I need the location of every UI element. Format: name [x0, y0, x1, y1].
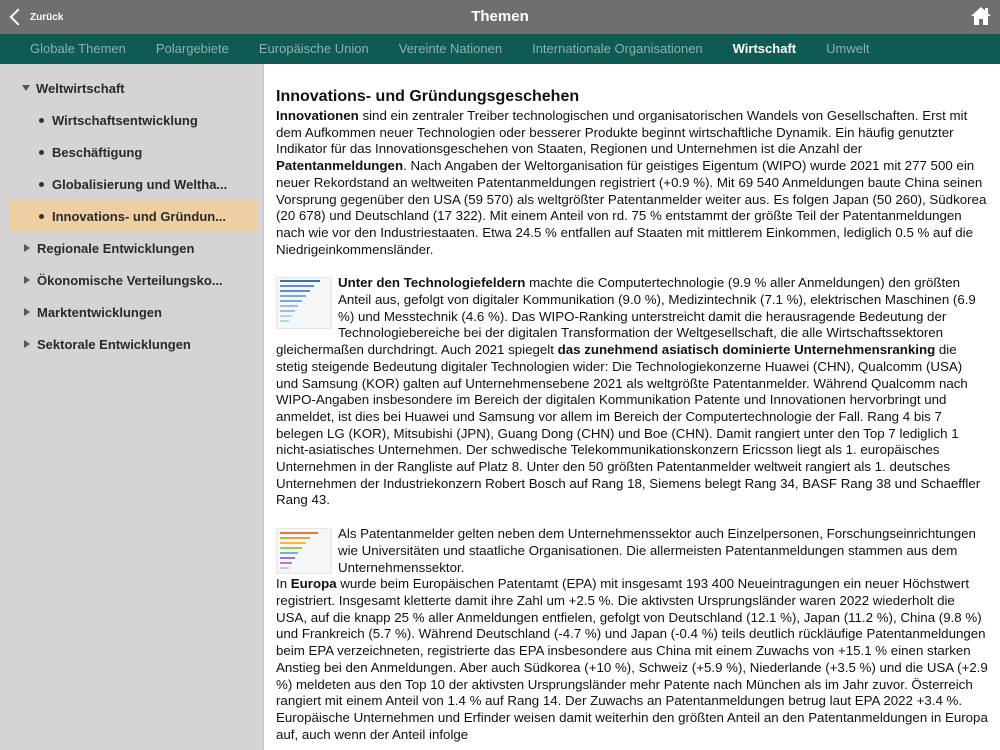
text: Als Patentanmelder gelten neben dem Unternehmenssektor auch Einzelpersonen, Forschungseinrichtungen wie Universitäten und staatliche Organisationen. Die allermeisten Patentanmeldungen stammen aus dem Unternehmenssektor.	[338, 526, 976, 575]
sidebar-item-label: Globalisierung und Weltha...	[52, 176, 228, 192]
chart-thumbnail[interactable]	[276, 277, 332, 329]
bullet-icon	[39, 182, 44, 187]
triangle-right-icon	[24, 244, 30, 252]
tab-polargebiete[interactable]: Polargebiete	[155, 41, 229, 56]
home-button[interactable]	[970, 6, 992, 26]
sidebar-item-regionale-entwicklungen[interactable]	[0, 232, 263, 264]
tab-wirtschaft[interactable]: Wirtschaft	[732, 41, 797, 56]
sidebar-item-label: Marktentwicklungen	[37, 304, 162, 320]
article-paragraph-2	[276, 275, 988, 509]
triangle-right-icon	[24, 340, 30, 348]
bold-text: Innovationen	[276, 108, 359, 123]
page-title: Themen	[471, 8, 529, 25]
text: In	[276, 576, 291, 592]
sidebar-item-innovations-gruendungen[interactable]	[9, 200, 257, 232]
tab-europaeische-union[interactable]: Europäische Union	[258, 41, 369, 56]
article-content	[264, 64, 1000, 750]
bold-text: Patentanmeldungen	[276, 158, 404, 174]
tab-umwelt[interactable]: Umwelt	[826, 41, 870, 56]
sidebar-item-label: Innovations- und Gründun...	[52, 208, 227, 224]
text: machte die Computertechnologie (9.9 % aller Anmeldungen) den größten Anteil aus, gefolgt von digitaler Kommunikation (9.0 %), Medizintechnik (7.1 %), elektrischen Maschinen (6.9 %) und Messtechnik (4.6 %). Das WIPO-Ranking unterstreicht damit die herausragende Bedeutung der Technologiebereiche bei der digitalen Transformation der Weltgesellschaft, die alle Wirtschaftssektoren gleichermaßen durchdringt. Auch 2021 spiegelt	[276, 275, 976, 358]
triangle-right-icon	[24, 276, 30, 284]
bar-chart-icon	[277, 529, 331, 573]
tab-internationale-organisationen[interactable]: Internationale Organisationen	[532, 41, 703, 56]
sidebar-item-label: Regionale Entwicklungen	[37, 240, 195, 256]
category-tab-bar	[0, 34, 1000, 64]
back-label: Zurück	[30, 11, 64, 23]
triangle-right-icon	[24, 308, 30, 316]
bullet-icon	[39, 214, 44, 219]
sidebar-item-label: Weltwirtschaft	[36, 80, 125, 96]
sidebar-item-sektorale-entwicklungen[interactable]	[0, 328, 263, 360]
triangle-down-icon	[22, 85, 30, 91]
article-title: Innovations- und Gründungsgeschehen	[276, 88, 580, 105]
sidebar-item-marktentwicklungen[interactable]	[0, 296, 263, 328]
text: wurde beim Europäischen Patentamt (EPA) mit insgesamt 193 400 Neueintragungen ein neuer Höchstwert registriert. Insgesamt kletterte damit ihre Zahl um +2.5 %. Die aktivsten Ursprungsländer waren 2022 wiederholt die USA, auf die knapp 25 % aller Anmeldungen entfielen, gefolgt von Deutschland (12.1 %), Japan (11.2 %), China (9.8 %) und Frankreich (5.7 %). Während Deutschland (-4.7 %) und Japan (-0.4 %) teils deutlich rückläufige Patentanmeldungen beim EPA verzeichneten, registrierte das EPA insbesondere aus China mit einem Zuwachs von +15.1 % einen starken Anstieg bei den Anmeldungen. Aber auch Südkorea (+10 %), Schweiz (+5.9 %), Niederlande (+3.5 %) und die USA (+2.9 %) meldeten aus den Top 10 der aktivsten Ursprungsländer mehr Patente nach München als im Jahr zuvor. Österreich rangiert mit einem Anteil von 1.4 % auf Rang 14. Der Zuwachs an Patentanmeldungen betrug laut EPA 2022 +3.4 %. Europäische Unternehmen und Erfinder weisen damit weiterhin den größten Anteil an den Patentanmeldungen in Europa auf, auch wenn der Anteil infolge	[276, 576, 988, 742]
tab-vereinte-nationen[interactable]: Vereinte Nationen	[398, 41, 503, 56]
chart-thumbnail[interactable]	[276, 528, 332, 574]
article-paragraph-3	[276, 526, 988, 576]
home-icon	[970, 6, 992, 26]
sidebar-item-oekonomische-verteilung[interactable]	[0, 264, 263, 296]
sidebar-item-label: Wirtschaftsentwicklung	[52, 112, 198, 128]
sidebar-item-beschaeftigung[interactable]	[9, 136, 257, 168]
sidebar-item-globalisierung[interactable]	[9, 168, 257, 200]
sidebar-item-label: Ökonomische Verteilungsko...	[37, 272, 223, 288]
bold-text: Unter den Technologiefeldern	[338, 275, 526, 291]
top-bar	[0, 0, 1000, 34]
text: die stetig steigende Bedeutung digitaler Technologien wider: Die Technologiekonzerne Huawei (CHN), Qualcomm (USA) und Samsung (KOR) galten auf Unternehmensebene 2021 als weltgrößte Patentanmelder. Während Qualcomm nach WIPO-Angaben insbesondere im Bereich der digitalen Kommunikation Patente und Innovationen hervorbringt und anmeldet, ist dies bei Huawei und Samsung vor allem im Bereich der Computertechnologie der Fall. Rang 4 bis 7 belegen LG (KOR), Mitsubishi (JPN), Guang Dong (CHN) und Boe (CHN). Damit rangiert unter den Top 7 lediglich 1 nicht-asiatisches Unternehmen. Der schwedische Telekommunikationskonzern Ericsson liegt als 1. europäisches Unternehmen in der Rangliste auf Platz 8. Unter den 50 größten Patentanmelder weltweit rangiert als 1. deutsches Unternehmen der Industriekonzern Robert Bosch auf Rang 18, Siemens belegt Rang 34, BASF Rang 38 und Schaeffler Rang 43.	[276, 342, 981, 508]
tab-globale-themen[interactable]: Globale Themen	[30, 41, 126, 56]
sidebar-item-weltwirtschaft[interactable]	[0, 72, 263, 104]
topic-sidebar	[0, 64, 264, 750]
article-paragraph-4	[276, 576, 988, 743]
text: . Nach Angaben der Weltorganisation für geistiges Eigentum (WIPO) wurde 2021 mit 277 500 ein neuer Rekordstand an weltweiten Patentanmeldungen registriert (+0.9 %). Mit 69 540 Anmeldungen baute China seinen Vorsprung gegenüber den USA (59 570) als weltgrößter Patentanmelder weiter aus. Es folgen Japan (50 260), Südkorea (20 678) und Deutschland (17 322). Mit einem Anteil von rd. 75 % entstammt der größte Teil der Patentanmeldungen nach wie vor den Industriestaaten. Etwa 24.5 % entfallen auf Staaten mit mittlerem Einkommen, lediglich 0.5 % auf die Niedrigeinkommensländer.	[276, 158, 987, 257]
sidebar-item-label: Beschäftigung	[52, 144, 143, 160]
bar-chart-icon	[277, 278, 331, 328]
sidebar-item-wirtschaftsentwicklung[interactable]	[9, 104, 257, 136]
bullet-icon	[39, 150, 44, 155]
bold-text: das zunehmend asiatisch dominierte Unternehmensranking	[557, 342, 936, 358]
bullet-icon	[39, 118, 44, 123]
sidebar-item-label: Sektorale Entwicklungen	[37, 336, 191, 352]
bold-text: Europa	[290, 576, 337, 592]
article-paragraph-1	[276, 108, 988, 258]
text: sind ein zentraler Treiber technologischen und organisatorischen Wandels von Gesellschaften. Erst mit dem Aufkommen neuer Technologien oder besserer Produkte beginnt wirtschaftliche Dynamik. Ein häufig genutzter Indikator für das Innovationsgeschehen von Staaten, Regionen und Unternehmen ist die Anzahl der	[276, 108, 968, 157]
